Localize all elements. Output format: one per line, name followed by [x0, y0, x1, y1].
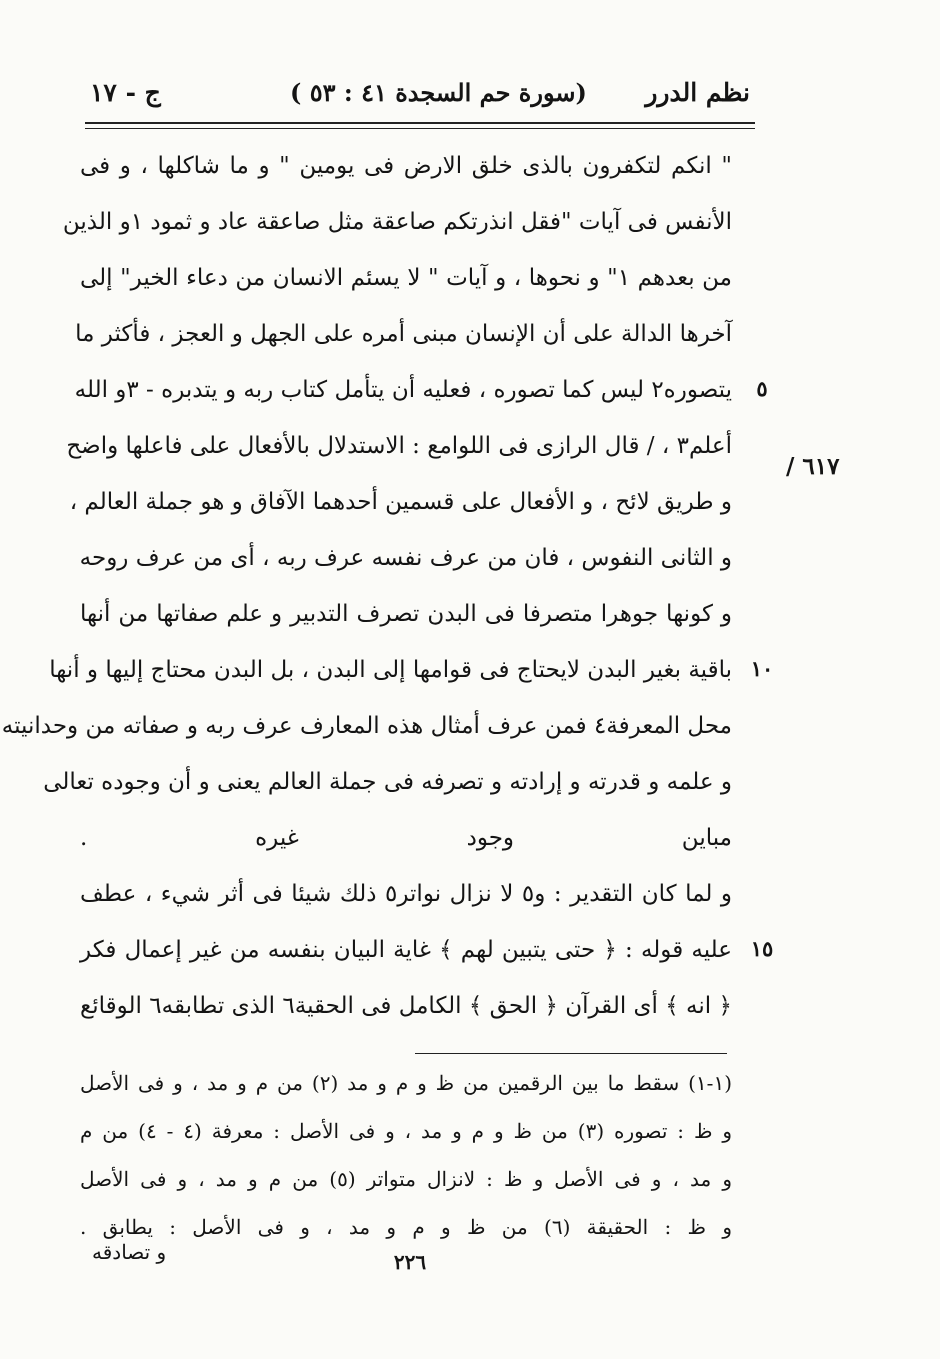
footnote-line: و ظ : تصوره (٣) من ظ و م و مد ، و فى الأصل : معرفة (٤ - ٤) من م	[80, 1119, 732, 1143]
footnote-line: و ظ : الحقيقة (٦) من ظ و م و مد ، و فى الأصل : يطابق .	[80, 1215, 732, 1239]
surah-reference: (سورة حم السجدة ٤١ : ٥٣ )	[290, 78, 587, 107]
header-rule	[85, 122, 755, 124]
footnote-rule	[415, 1053, 727, 1054]
volume-number: ج - ١٧	[90, 78, 161, 107]
page-number: ٢٢٦	[393, 1250, 427, 1274]
footnote-line: و مد ، و فى الأصل و ظ : لانزال متواتر (٥) من م و مد ، و فى الأصل	[80, 1167, 733, 1191]
text-line: محل المعرفة٤ فمن عرف أمثال هذه المعارف عرف ربه و صفاته من وحدانيته	[1, 713, 732, 739]
line-number: ٥	[756, 376, 768, 401]
text-line: و لما كان التقدير : و٥ لا نزال نواتر٥ ذلك شيئا فى أثر شيء ، عطف	[80, 881, 732, 907]
text-line: و علمه و قدرته و إرادته و تصرفه فى جملة العالم يعنى و أن وجوده تعالى	[43, 769, 732, 795]
text-line: و كونها جوهرا متصرفا فى البدن تصرف التدبير و علم صفاتها من أنها	[80, 601, 732, 627]
footnote-line: (١-١) سقط ما بين الرقمين من ظ و م و مد (٢) من م و مد ، و فى الأصل	[80, 1071, 732, 1095]
book-title: نظم الدرر	[645, 78, 750, 107]
text-line: و طريق لائح ، و الأفعال على قسمين أحدهما الآفاق و هو جملة العالم ،	[69, 489, 732, 515]
line-number: ١٥	[750, 936, 774, 961]
text-line: مباين وجود غيره .	[80, 825, 732, 851]
text-line: آخرها الدالة على أن الإنسان مبنى أمره على الجهل و العجز ، فأكثر ما	[75, 321, 732, 347]
manuscript-folio-ref: ٦١٧ /	[786, 453, 840, 480]
text-line: عليه قوله : ﴿ حتى يتبين لهم ﴾ غاية البيان بنفسه من غير إعمال فكر	[80, 937, 732, 963]
text-line: الأنفس فى آيات "فقل انذرتكم صاعقة مثل صاعقة عاد و ثمود ١و الذين	[62, 209, 732, 235]
text-line: ﴿ انه ﴾ أى القرآن ﴿ الحق ﴾ الكامل فى الحقية٦ الذى تطابقه٦ الوقائع	[80, 993, 732, 1019]
line-number: ١٠	[750, 656, 774, 681]
text-line: أعلم٣ ، / قال الرازى فى اللوامع : الاستدلال بالأفعال على فاعلها واضح	[66, 433, 732, 459]
running-header	[90, 78, 750, 118]
header-rule-thin	[85, 128, 755, 129]
text-line: " انكم لتكفرون بالذى خلق الارض فى يومين " و ما شاكلها ، و فى	[80, 153, 732, 179]
text-line: باقية بغير البدن لايحتاج فى قوامها إلى البدن ، بل البدن محتاج إليها و أنها	[49, 657, 732, 683]
text-line: يتصوره٢ ليس كما تصوره ، فعليه أن يتأمل كتاب ربه و يتدبره - ٣و الله	[74, 377, 732, 403]
text-line: من بعدهم ١" و نحوها ، و آيات " لا يسئم الانسان من دعاء الخير" إلى	[80, 265, 732, 291]
text-line: و الثانى النفوس ، فان من عرف نفسه عرف ربه ، أى من عرف روحه	[79, 545, 732, 571]
catchword: و تصادقه	[92, 1240, 167, 1264]
